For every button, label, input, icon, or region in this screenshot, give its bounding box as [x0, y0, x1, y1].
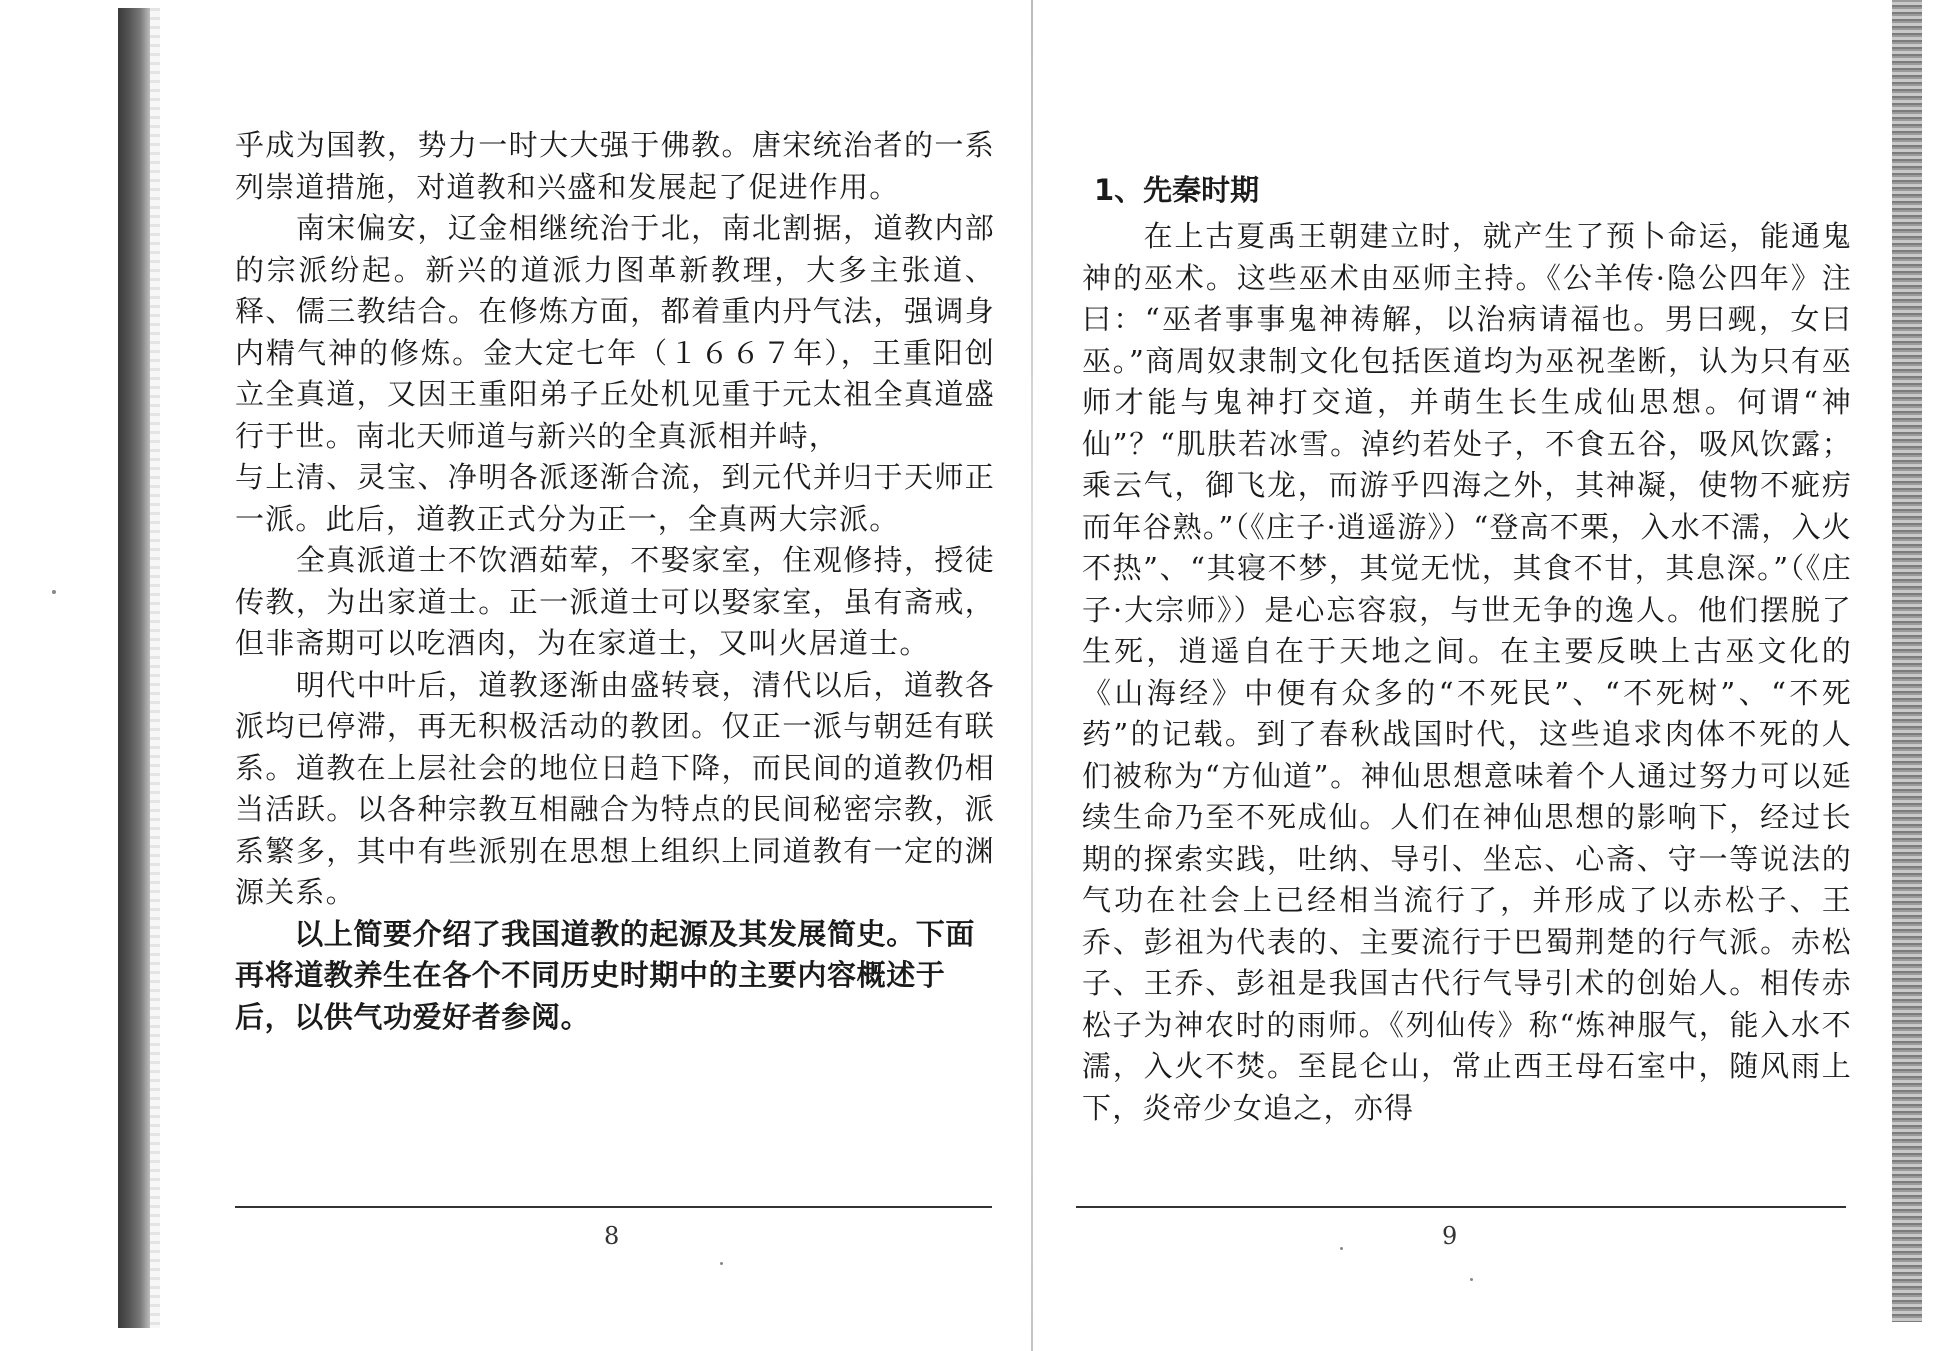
- page-number-left: 8: [604, 1222, 620, 1250]
- footer-rule-left: [235, 1206, 992, 1208]
- right-page: [1082, 170, 1852, 1129]
- scan-speck: [1340, 1247, 1343, 1250]
- footer-rule-right: [1076, 1206, 1846, 1208]
- paragraph: 乎成为国教，势力一时大大强于佛教。唐宋统治者的一系列崇道措施，对道教和兴盛和发展起了促进作用。: [235, 128, 995, 204]
- section-heading: 1、先秦时期: [1094, 173, 1260, 207]
- scan-speck: [52, 590, 56, 594]
- left-page: [235, 125, 995, 1038]
- paragraph: 在上古夏禹王朝建立时，就产生了预卜命运，能通鬼神的巫术。这些巫术由巫师主持。《公羊传·隐公四年》注曰：“巫者事事鬼神祷解，以治病请福也。男曰觋，女曰巫。”商周奴隶制文化包括医道均为巫祝垄断，认为只有巫师才能与鬼神打交道，并萌生长生成仙思想。何谓“神仙”？“肌肤若冰雪。淖约若处子，不食五谷，吸风饮露；乘云气，御飞龙，而游乎四海之外，其神凝，使物不疵疠而年谷熟。”（《庄子·逍遥游》）“登高不栗，入水不濡，入火不热”、“其寝不梦，其觉无忧，其食不甘，其息深。”（《庄子·大宗师》）是心忘容寂，与世无争的逸人。他们摆脱了生死，逍遥自在于天地之间。在主要反映上古巫文化的《山海经》中便有众多的“不死民”、“不死树”、“不死药”的记载。到了春秋战国时代，这些追求肉体不死的人们被称为“方仙道”。神仙思想意味着个人通过努力可以延续生命乃至不死成仙。人们在神仙思想的影响下，经过长期的探索实践，吐纳、导引、坐忘、心斋、守一等说法的气功在社会上已经相当流行了，并形成了以赤松子、王乔、彭祖为代表的、主要流行于巴蜀荆楚的行气派。赤松子、王乔、彭祖是我国古代行气导引术的创始人。相传赤松子为神农时的雨师。《列仙传》称“炼神服气，能入水不濡，入火不焚。至昆仑山，常止西王母石室中，随风雨上下，炎帝少女追之，亦得: [1082, 219, 1852, 1125]
- book-edge-right: [1892, 0, 1922, 1322]
- page-number-right: 9: [1442, 1222, 1458, 1250]
- book-gutter: [1031, 0, 1033, 1351]
- closing-paragraph: 以上简要介绍了我国道教的起源及其发展简史。下面再将道教养生在各个不同历史时期中的主要内容概述于后，以供气功爱好者参阅。: [235, 916, 976, 1034]
- paragraph: 全真派道士不饮酒茹荤，不娶家室，住观修持，授徒传教，为出家道士。正一派道士可以娶家室，虽有斋戒，但非斋期可以吃酒肉，为在家道士，又叫火居道士。: [235, 543, 995, 660]
- scan-noise-strip: [150, 8, 160, 1328]
- paragraph: 与上清、灵宝、净明各派逐渐合流，到元代并归于天师正一派。此后，道教正式分为正一，全真两大宗派。: [235, 460, 995, 536]
- scan-speck: [1470, 1278, 1473, 1281]
- book-edge-left: [118, 8, 150, 1328]
- scan-speck: [720, 1262, 723, 1265]
- paragraph: 南宋偏安，辽金相继统治于北，南北割据，道教内部的宗派纷起。新兴的道派力图革新教理，大多主张道、释、儒三教结合。在修炼方面，都着重内丹气法，强调身内精气神的修炼。金大定七年（１６６７年），王重阳创立全真道，又因王重阳弟子丘处机见重于元太祖全真道盛行于世。南北天师道与新兴的全真派相并峙，: [235, 211, 995, 453]
- paragraph: 明代中叶后，道教逐渐由盛转衰，清代以后，道教各派均已停滞，再无积极活动的教团。仅正一派与朝廷有联系。道教在上层社会的地位日趋下降，而民间的道教仍相当活跃。以各种宗教互相融合为特点的民间秘密宗教，派系繁多，其中有些派别在思想上组织上同道教有一定的渊源关系。: [235, 667, 995, 909]
